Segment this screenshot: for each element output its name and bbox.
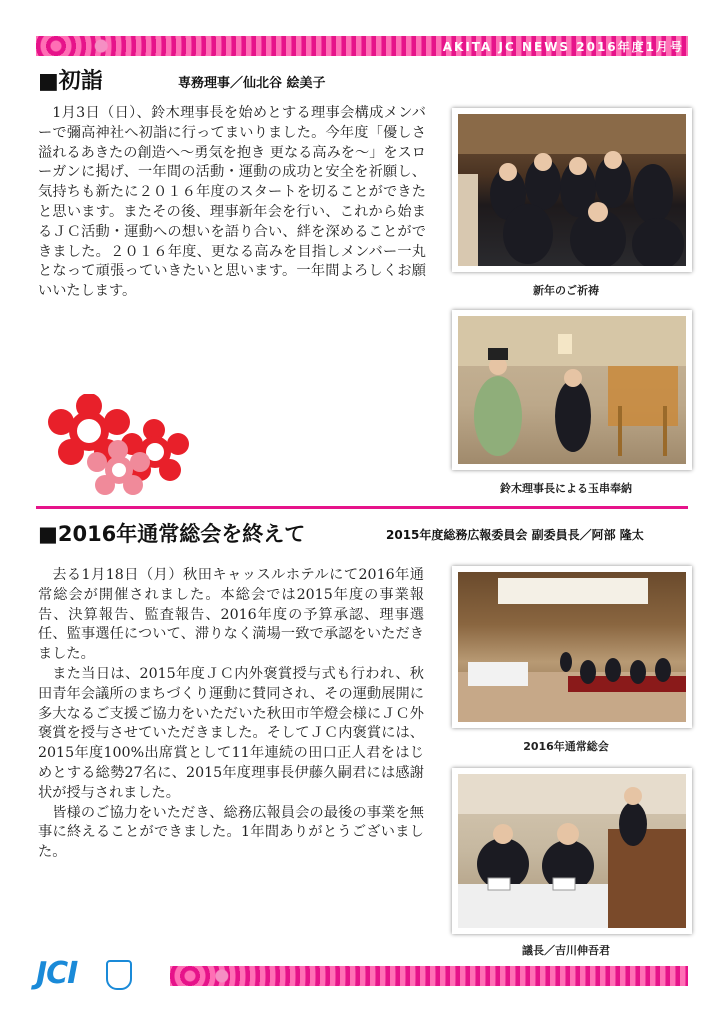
photo2-caption: 鈴木理事長による玉串奉納 xyxy=(500,482,632,495)
section2-body xyxy=(38,566,424,863)
section-divider xyxy=(36,506,688,509)
section2-title: ■2016年通常総会を終えて xyxy=(38,522,306,546)
section1-author: 専務理事／仙北谷 絵美子 xyxy=(178,76,326,91)
jci-shield-icon xyxy=(106,960,132,990)
photo1-caption: 新年のご祈祷 xyxy=(533,284,599,297)
footer-bar xyxy=(170,966,688,986)
photo3-caption: 2016年通常総会 xyxy=(523,740,609,753)
photo-new-year-prayer xyxy=(452,108,692,272)
section1-title: ■初詣 xyxy=(38,69,103,94)
photo-general-assembly xyxy=(452,566,692,728)
photo-tamagushi-offering xyxy=(452,310,692,470)
section2-author: 2015年度総務広報委員会 副委員長／阿部 隆太 xyxy=(386,528,644,542)
plum-blossom-icon xyxy=(44,394,194,498)
jci-logo: JCI xyxy=(36,956,78,991)
photo4-caption: 議長／吉川伸吾君 xyxy=(522,944,610,957)
section2-paragraph: また当日は、2015年度ＪＣ内外褒賞授与式も行われ、秋田青年会議所のまちづくり運動に賛同され、その運動展開に多大なるご支援ご協力をいただいた秋田市竿燈会様にＪＣ外褒賞を授与させていただきました。そしてＪＣ内褒賞には、2015年度100%出席賞として11年連続の田口正人君をはじめとする総勢27名に、2015年度理事長伊藤久嗣君には感謝状が授与されました。 xyxy=(38,665,424,801)
section2-paragraph: 去る1月18日（月）秋田キャッスルホテルにて2016年通常総会が開催されました。本総会では2015年度の事業報告、決算報告、監査報告、2016年度の予算承認、理事選任、監事選任について、滞りなく満場一致で承認をいただきました。 xyxy=(38,567,424,663)
photo-chairman xyxy=(452,768,692,934)
issue-label: AKITA JC NEWS 2016年度1月号 xyxy=(442,40,684,54)
section1-body: 1月3日（日）、鈴木理事長を始めとする理事会構成メンバーで彌高神社へ初詣に行ってまいりました。今年度「優しさ溢れるあきたの創造へ〜勇気を抱き 更なる高みを〜」をスローガンに掲げ、一年間の活動・運動の成功と安全を祈願し、気持ちも新たに２０１６年度のスタートを切ることができたと思います。またその後、理事新年会を行い、これから始まるＪＣ活動・運動への想いを語り合い、絆を深めることができました。２０１６年度、更なる高みを目指しメンバー一丸となって頑張っていきたいと思います。一年間よろしくお願いいたします。 xyxy=(38,105,426,300)
section2-paragraph: 皆様のご協力をいただき、総務広報員会の最後の事業を無事に終えることができました。1年間ありがとうございました。 xyxy=(38,804,424,861)
